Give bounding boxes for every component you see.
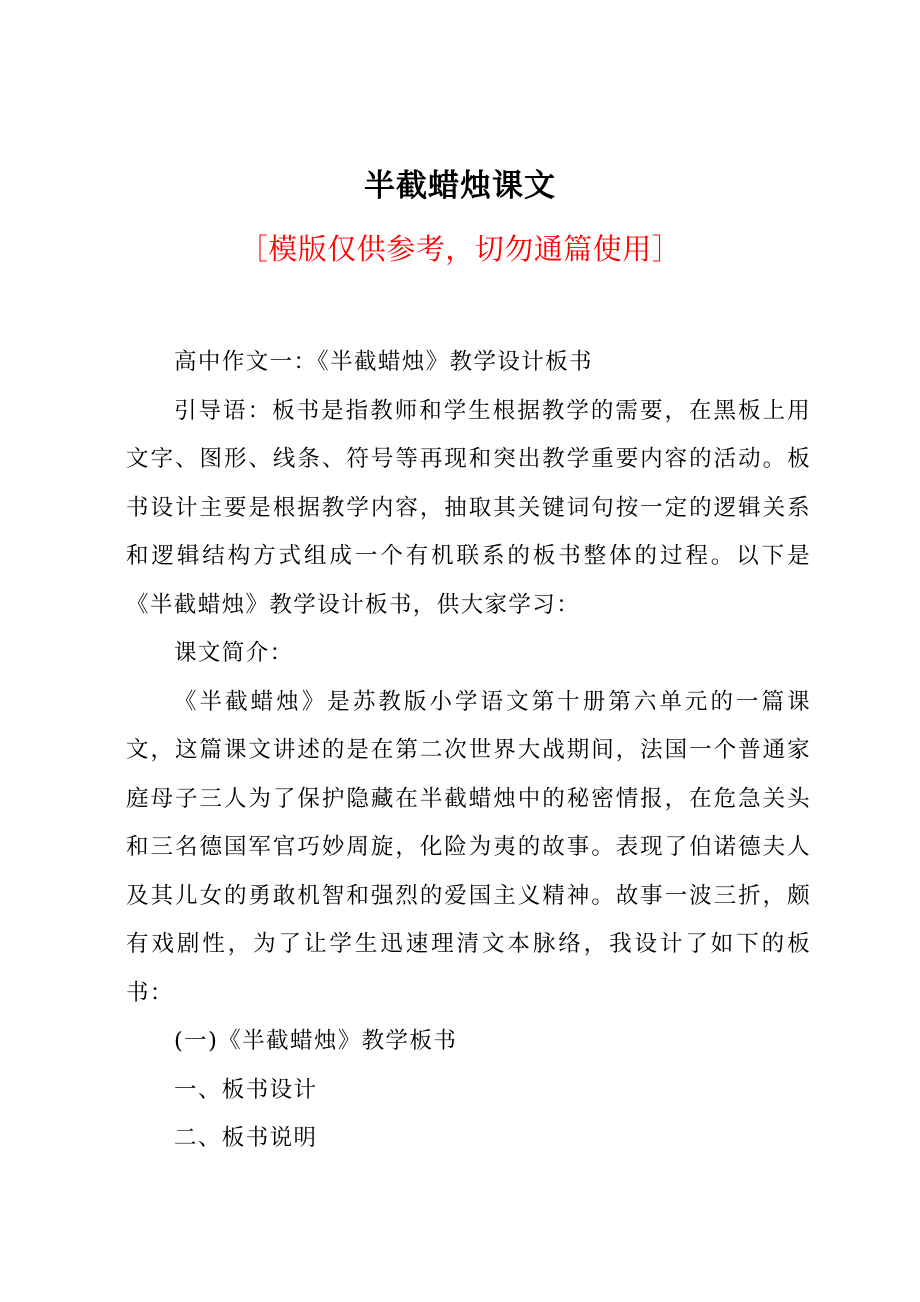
document-body: [126, 338, 811, 1163]
paragraph-summary: 《半截蜡烛》是苏教版小学语文第十册第六单元的一篇课文，这篇课文讲述的是在第二次世界大战期间，法国一个普通家庭母子三人为了保护隐藏在半截蜡烛中的秘密情报，在危急关头和三名德国军官巧妙周旋，化险为夷的故事。表现了伯诺德夫人及其儿女的勇敢机智和强烈的爱国主义精神。故事一波三折，颇有戏剧性，为了让学生迅速理清文本脉络，我设计了如下的板书：: [126, 688, 811, 1006]
template-notice: ［模版仅供参考，切勿通篇使用］: [238, 232, 682, 266]
paragraph-heading: 高中作文一：《半截蜡烛》教学设计板书: [174, 349, 593, 375]
paragraph-section-heading: (一)《半截蜡烛》教学板书: [174, 1028, 458, 1054]
paragraph-item-2: 二、板书说明: [174, 1125, 318, 1151]
paragraph-item-1: 一、板书设计: [174, 1076, 318, 1103]
paragraph-summary-label: 课文简介：: [174, 640, 294, 666]
paragraph-intro: 引导语：板书是指教师和学生根据教学的需要，在黑板上用文字、图形、线条、符号等再现和突出教学重要内容的活动。板书设计主要是根据教学内容，抽取其关键词句按一定的逻辑关系和逻辑结构方式组成一个有机联系的板书整体的过程。以下是《半截蜡烛》教学设计板书，供大家学习：: [126, 397, 811, 618]
page-title: 半截蜡烛课文: [364, 168, 556, 204]
